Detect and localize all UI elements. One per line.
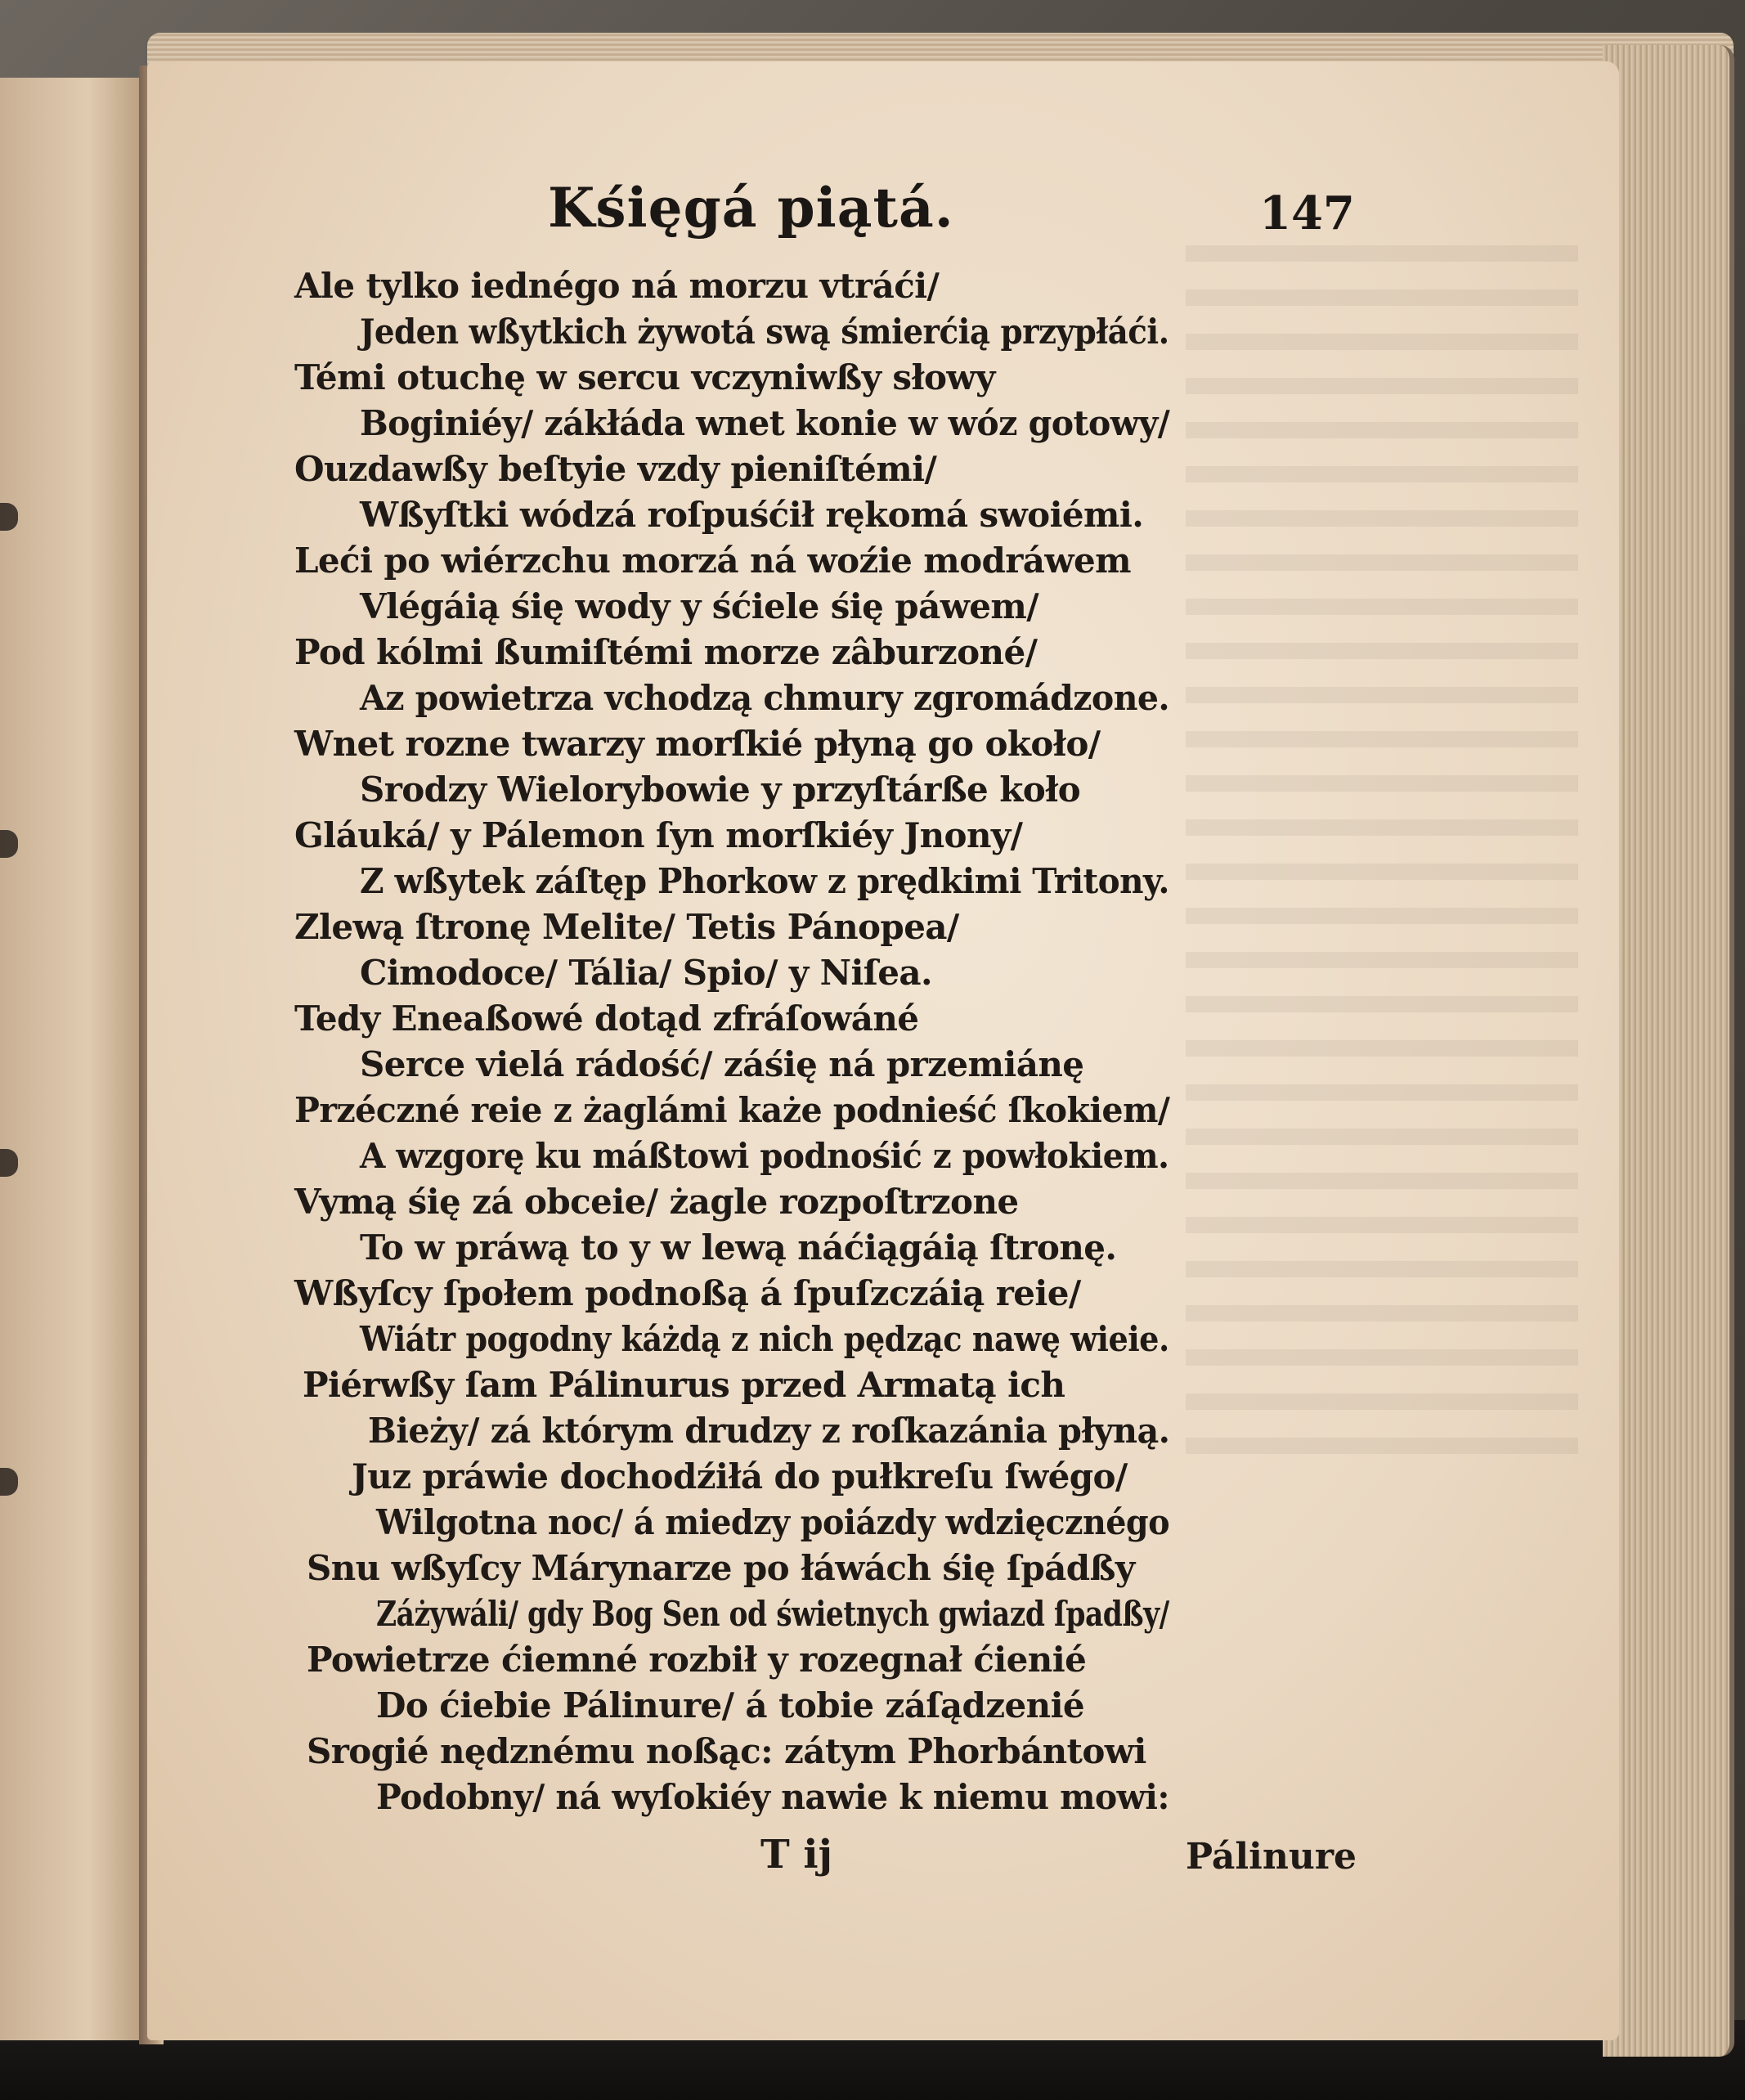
verse-line: Wiátr pogodny káżdą z nich pędząc nawę wieie. <box>360 1319 1169 1359</box>
verse-line: Boginiéy/ zákłáda wnet konie w wóz gotowy/ <box>360 403 1170 443</box>
catchword: Pálinure <box>1186 1836 1357 1878</box>
verse-line: Zlewą ſtronę Melite/ Tetis Pánopea/ <box>294 907 959 947</box>
verse-line: Serce vielá rádość/ záśię ná przemiánę <box>360 1044 1084 1084</box>
verse-line: Z wßytek záſtęp Phorkow z prędkimi Tritony. <box>360 861 1169 901</box>
verse-line: Wßyſtki wódzá roſpuśćił rękomá swoiémi. <box>360 495 1144 535</box>
left-page-bleed-mark <box>0 1468 18 1496</box>
verse-line: Wßyſcy ſpołem podnoßą á ſpuſzczáią reie/ <box>294 1273 1081 1313</box>
verse-line: Záżywáli/ gdy Bog Sen od świetnych gwiazd ſpadßy/ <box>376 1594 1169 1634</box>
verse-line: Tedy Eneaßowé dotąd zfráſowáné <box>294 998 919 1039</box>
show-through <box>1186 245 1578 1472</box>
left-page-bleed-mark <box>0 503 18 531</box>
verse-line: Przéczné reie z żaglámi każe podnieść ſkokiem/ <box>294 1090 1170 1130</box>
verse-line: To w práwą to y w lewą náćiągáią ſtronę. <box>360 1227 1117 1268</box>
page-number: 147 <box>1259 186 1355 240</box>
verse-line: Juz práwie dochodźiłá do pułkreſu ſwégo/ <box>352 1456 1128 1496</box>
verse-line: Powietrze ćiemné rozbił y rozegnał ćienié <box>307 1640 1087 1680</box>
left-page-bleed-mark <box>0 830 18 858</box>
left-page <box>0 78 147 2040</box>
verse-line: Pod kólmi ßumiſtémi morze zâburzoné/ <box>294 632 1038 672</box>
verse-line: Ale tylko iednégo ná morzu vtráći/ <box>294 266 940 306</box>
verse-line: Leći po wiérzchu morzá ná woźie modráwem <box>294 541 1131 581</box>
verse-line: Gláuká/ y Pálemon ſyn morſkiéy Jnony/ <box>294 815 1023 855</box>
verse-line: Jeden wßytkich żywotá swą śmierćią przypłáći. <box>360 312 1169 352</box>
verse-line: Do ćiebie Pálinure/ á tobie záſądzenié <box>376 1685 1085 1725</box>
verse-line: Ouzdawßy beſtyie vzdy pieniſtémi/ <box>294 449 937 489</box>
verse-line: Vlégáią śię wody y śćiele śię páwem/ <box>360 586 1038 626</box>
verse-line: Wnet rozne twarzy morſkié płyną go około/ <box>294 724 1101 764</box>
verse-line: Cimodoce/ Tália/ Spio/ y Niſea. <box>360 953 933 993</box>
verse-line: Piérwßy ſam Pálinurus przed Armatą ich <box>303 1365 1065 1405</box>
verse-line: Podobny/ ná wyſokiéy nawie k niemu mowi: <box>376 1777 1169 1817</box>
verse-line: Srogié nędznému noßąc: zátym Phorbántowi <box>307 1731 1146 1771</box>
verse-line: Wilgotna noc/ á miedzy poiázdy wdzięcznégo <box>376 1502 1170 1542</box>
verse-line: Snu wßyſcy Márynarze po łáwách śię ſpádßy <box>307 1548 1135 1588</box>
signature-mark: T ij <box>760 1832 833 1878</box>
verse-line: Srodzy Wielorybowie y przyſtárße koło <box>360 770 1081 810</box>
verse-line: Vymą śię zá obceie/ żagle rozpoſtrzone <box>294 1182 1019 1222</box>
verse-line: Az powietrza vchodzą chmury zgromádzone. <box>360 678 1170 718</box>
page-fore-edges <box>1603 45 1734 2057</box>
verse-line: Témi otuchę w sercu vczyniwßy słowy <box>294 357 995 397</box>
verse-line: A wzgorę ku máßtowi podnośić z powłokiem. <box>360 1136 1169 1176</box>
running-head: Kśięgá piątá. <box>548 176 954 240</box>
verse-line: Bieży/ zá którym drudzy z roſkazánia płyną. <box>368 1411 1170 1451</box>
left-page-bleed-mark <box>0 1149 18 1177</box>
